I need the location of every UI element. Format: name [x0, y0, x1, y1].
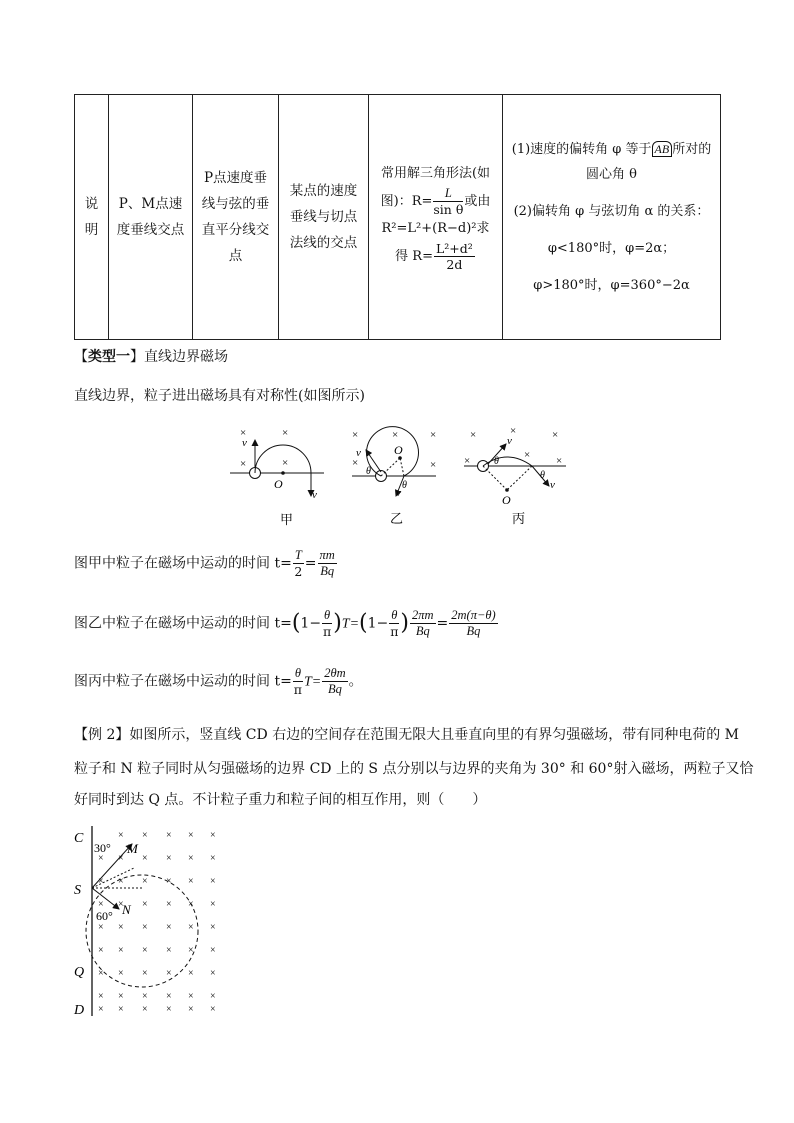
figure-label-bing: 丙 — [512, 511, 526, 526]
label-s: S — [74, 883, 81, 898]
cross-mark: × — [142, 830, 148, 841]
formula-cell — [369, 95, 503, 340]
cell5-line1: (1)速度的偏转角 φ 等于 — [511, 141, 652, 157]
cell-text: P点速度垂线与弦的垂直平分线交点 — [201, 170, 270, 264]
row-label: 说明 — [84, 196, 99, 238]
theta-label: θ — [402, 480, 407, 491]
fraction — [449, 608, 497, 639]
arc-ab: AB — [652, 141, 673, 157]
figure-label-jia: 甲 — [280, 512, 294, 527]
cross-mark: × — [556, 455, 563, 467]
cross-mark: × — [188, 876, 194, 887]
fraction — [322, 608, 332, 639]
frac-num: θ — [324, 608, 331, 622]
equals: = — [436, 615, 449, 632]
cell5-line5: φ>180°时，φ=360°−2α — [533, 277, 690, 293]
label-c: C — [74, 831, 84, 846]
v-label: v — [507, 435, 512, 447]
period: 。 — [348, 673, 363, 690]
fraction-l-sin — [433, 186, 463, 217]
cross-mark: × — [142, 1004, 148, 1015]
cell4-line2: 或由 — [464, 194, 491, 209]
cross-mark: × — [188, 830, 194, 841]
table-cell — [279, 95, 369, 340]
cross-mark: × — [166, 876, 172, 887]
frac-den: π — [293, 682, 302, 697]
cross-mark: × — [166, 1004, 172, 1015]
table-row — [75, 95, 721, 340]
v-label: v — [550, 479, 555, 491]
frac-den: sin θ — [433, 202, 464, 217]
formula-bing — [74, 666, 363, 697]
section-intro: 直线边界，粒子进出磁场具有对称性(如图所示) — [74, 388, 365, 404]
label-q: Q — [74, 965, 85, 980]
relation-cell — [503, 95, 721, 340]
cross-mark: × — [118, 853, 124, 864]
cross-mark: × — [166, 991, 172, 1002]
t-equals: T= — [341, 616, 360, 632]
fraction — [293, 666, 303, 697]
theta-label: θ — [540, 470, 545, 481]
cross-mark: × — [166, 968, 172, 979]
cross-mark: × — [210, 968, 216, 979]
cell4-line4: 得 R= — [395, 249, 433, 264]
boundary-figures — [224, 420, 574, 530]
cross-mark: × — [118, 991, 124, 1002]
cross-mark: × — [470, 429, 477, 441]
formula-prefix: 图乙中粒子在磁场中运动的时间 t= — [74, 615, 292, 632]
cross-mark: × — [142, 899, 148, 910]
section-title: 直线边界磁场 — [144, 349, 228, 365]
cross-mark: × — [118, 1004, 124, 1015]
table-cell — [109, 95, 193, 340]
v-label: v — [396, 487, 401, 499]
cross-mark: × — [210, 830, 216, 841]
example-text: 如图所示，竖直线 CD 右边的空间存在范围无限大且垂直向里的有界匀强磁场，带有同种电荷的 M — [129, 727, 739, 743]
cross-mark: × — [392, 429, 399, 441]
cross-mark: × — [118, 830, 124, 841]
cross-mark: × — [352, 457, 359, 469]
v-label: v — [242, 437, 247, 449]
cross-mark: × — [188, 922, 194, 933]
cross-mark: × — [142, 968, 148, 979]
frac-num: 2θm — [324, 666, 346, 680]
bracket: 】 — [130, 349, 144, 365]
type-label: 类型一 — [88, 349, 130, 365]
cross-mark: × — [352, 429, 359, 441]
frac-num: 2πm — [411, 608, 434, 622]
formula-prefix: 图甲中粒子在磁场中运动的时间 t= — [74, 555, 292, 572]
frac-den: π — [390, 624, 399, 639]
cross-mark: × — [210, 876, 216, 887]
equals: = — [304, 555, 317, 572]
cross-mark: × — [118, 899, 124, 910]
cross-mark: × — [430, 459, 437, 471]
cross-mark: × — [98, 1004, 104, 1015]
example-line-3: 好同时到达 Q 点。不计粒子重力和粒子间的相互作用，则（ ） — [74, 792, 487, 808]
angle-60: 60° — [96, 909, 113, 923]
formula-jia — [74, 548, 338, 579]
section-heading — [74, 346, 228, 366]
cross-mark: × — [166, 922, 172, 933]
cross-mark: × — [282, 457, 289, 469]
cross-mark: × — [142, 922, 148, 933]
fraction — [389, 608, 399, 639]
cross-mark: × — [166, 830, 172, 841]
frac-num: T — [294, 548, 302, 562]
formula-yi: 图乙中粒子在磁场中运动的时间 t=(1− $\frac{\theta}{\pi}$ )T=(1− $\frac{\theta}{\pi}$ ) $\frac{2\pi m}{Bq}$ = $\frac{2m(\pi-\theta)}{Bq}$ — [74, 608, 496, 639]
theta-label: θ — [366, 466, 371, 477]
cross-mark: × — [210, 945, 216, 956]
frac-num: L — [433, 186, 463, 202]
example-line-2: 粒子和 N 粒子同时从匀强磁场的边界 CD 上的 S 点分别以与边界的夹角为 30° 和 60°射入磁场，两粒子又恰 — [74, 761, 754, 777]
o-label: O — [274, 477, 283, 491]
figure-yi — [352, 427, 436, 526]
cross-mark: × — [118, 922, 124, 933]
label-m: M — [127, 841, 138, 856]
frac-num: θ — [391, 608, 398, 622]
field-crosses — [98, 830, 216, 1015]
cell-text: P、M点速度垂线交点 — [116, 196, 185, 238]
cross-mark: × — [118, 945, 124, 956]
cross-mark: × — [98, 968, 104, 979]
cross-mark: × — [210, 1004, 216, 1015]
frac-num: πm — [319, 548, 335, 562]
figure-label-yi: 乙 — [390, 511, 404, 526]
frac-den: 2 — [294, 564, 303, 579]
cross-mark: × — [188, 899, 194, 910]
cross-mark: × — [142, 876, 148, 887]
cross-mark: × — [282, 427, 289, 439]
theta-label: θ — [494, 456, 499, 467]
one-minus: 1− — [300, 615, 322, 632]
cross-mark: × — [464, 455, 471, 467]
cross-mark: × — [210, 899, 216, 910]
frac-den: Bq — [320, 564, 335, 578]
example-line-1 — [74, 724, 739, 746]
cross-mark: × — [188, 968, 194, 979]
fraction — [410, 608, 436, 639]
cross-mark: × — [142, 945, 148, 956]
v-label: v — [356, 447, 361, 459]
cell5-line3: (2)偏转角 φ 与弦切角 α 的关系： — [513, 203, 710, 219]
cross-mark: × — [210, 853, 216, 864]
frac-den: π — [323, 624, 332, 639]
cross-mark: × — [510, 425, 517, 437]
frac-den: 2d — [446, 257, 463, 272]
figure-jia — [230, 427, 324, 527]
cross-mark: × — [118, 968, 124, 979]
cell-text: 某点的速度垂线与切点法线的交点 — [289, 183, 358, 251]
row-label-cell — [75, 95, 109, 340]
figure-bing — [464, 425, 566, 526]
one-minus: 1− — [367, 615, 389, 632]
cross-mark: × — [166, 853, 172, 864]
frac-num: 2m(π−θ) — [451, 608, 496, 622]
frac-den: Bq — [466, 624, 481, 638]
explanation-table — [74, 94, 721, 340]
bracket: 【 — [74, 349, 88, 365]
formula-prefix: 图丙中粒子在磁场中运动的时间 t= — [74, 673, 292, 690]
cross-mark: × — [524, 449, 531, 461]
example-diagram — [72, 822, 232, 1022]
cross-mark: × — [98, 991, 104, 1002]
cross-mark: × — [142, 991, 148, 1002]
fraction — [322, 666, 347, 697]
cross-mark: × — [188, 853, 194, 864]
table-cell — [193, 95, 279, 340]
cell5-line2: 圆心角 θ — [586, 166, 637, 182]
o-label: O — [394, 443, 403, 457]
v-label: v — [312, 489, 317, 501]
cross-mark: × — [142, 853, 148, 864]
cross-mark: × — [166, 899, 172, 910]
cross-mark: × — [552, 429, 559, 441]
fraction-r — [434, 241, 475, 272]
o-label: O — [502, 493, 511, 507]
frac-den: Bq — [415, 624, 430, 638]
frac-num: L²+d² — [436, 241, 473, 256]
cross-mark: × — [166, 945, 172, 956]
cross-mark: × — [98, 945, 104, 956]
cell5-line1-tail: 所对的 — [672, 141, 712, 157]
cross-mark: × — [98, 853, 104, 864]
cross-mark: × — [188, 945, 194, 956]
angle-30: 30° — [94, 841, 111, 855]
label-n: N — [122, 902, 131, 917]
fraction — [293, 548, 304, 579]
cross-mark: × — [210, 922, 216, 933]
example-label: 【例 2】 — [74, 727, 130, 743]
cross-mark: × — [98, 899, 104, 910]
cross-mark: × — [430, 429, 437, 441]
fraction — [318, 548, 337, 579]
cross-mark: × — [240, 427, 247, 439]
cell4-line1: 常用解三角形法(如图)：R= — [380, 166, 491, 209]
cross-mark: × — [240, 458, 247, 470]
cross-mark: × — [188, 1004, 194, 1015]
t-equals: T= — [303, 674, 322, 690]
cross-mark: × — [98, 922, 104, 933]
frac-num: θ — [294, 666, 301, 680]
cross-mark: × — [98, 876, 104, 887]
cross-mark: × — [188, 991, 194, 1002]
cross-mark: × — [210, 991, 216, 1002]
cell5-line4: φ<180°时，φ=2α； — [547, 240, 676, 256]
label-d: D — [74, 1003, 85, 1018]
cell4-line3: R²=L²+(R−d)²求 — [381, 221, 490, 236]
frac-den: Bq — [327, 682, 342, 696]
cross-mark: × — [118, 876, 124, 887]
